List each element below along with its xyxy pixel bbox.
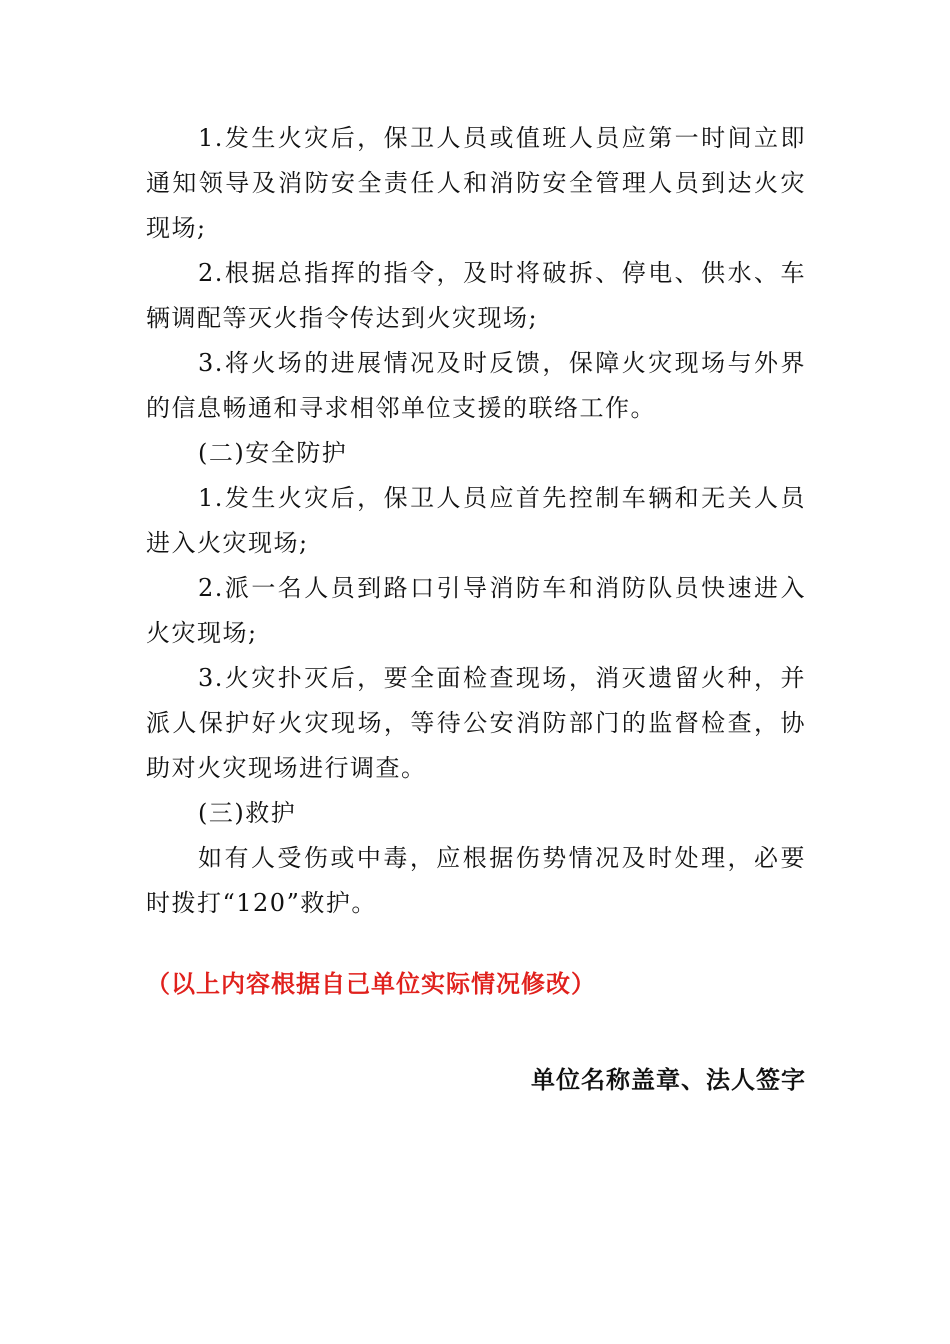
section-heading-safety: (二)安全防护 [198, 439, 348, 467]
paragraph-feedback: 3.将火场的进展情况及时反馈，保障火灾现场与外界的信息畅通和寻求相邻单位支援的联络工作。 [146, 349, 806, 422]
paragraph-notify-leaders: 1.发生火灾后，保卫人员或值班人员应第一时间立即通知领导及消防安全责任人和消防安全管理人员到达火灾现场; [146, 124, 806, 242]
signature-line: 单位名称盖章、法人签字 [531, 1066, 806, 1094]
paragraph-rescue: 如有人受伤或中毒，应根据伤势情况及时处理，必要时拨打“120”救护。 [146, 844, 806, 917]
paragraph-relay-commands: 2.根据总指挥的指令，及时将破拆、停电、供水、车辆调配等灭火指令传达到火灾现场; [146, 259, 806, 332]
document-body [146, 116, 806, 926]
modification-note: （以上内容根据自己单位实际情况修改） [146, 970, 596, 998]
paragraph-after-fire: 3.火灾扑灭后，要全面检查现场，消灭遗留火种，并派人保护好火灾现场，等待公安消防部门的监督检查，协助对火灾现场进行调查。 [146, 664, 806, 782]
paragraph-control-access: 1.发生火灾后，保卫人员应首先控制车辆和无关人员进入火灾现场; [146, 484, 806, 557]
section-heading-rescue: (三)救护 [198, 799, 297, 827]
paragraph-guide-firetrucks: 2.派一名人员到路口引导消防车和消防队员快速进入火灾现场; [146, 574, 806, 647]
